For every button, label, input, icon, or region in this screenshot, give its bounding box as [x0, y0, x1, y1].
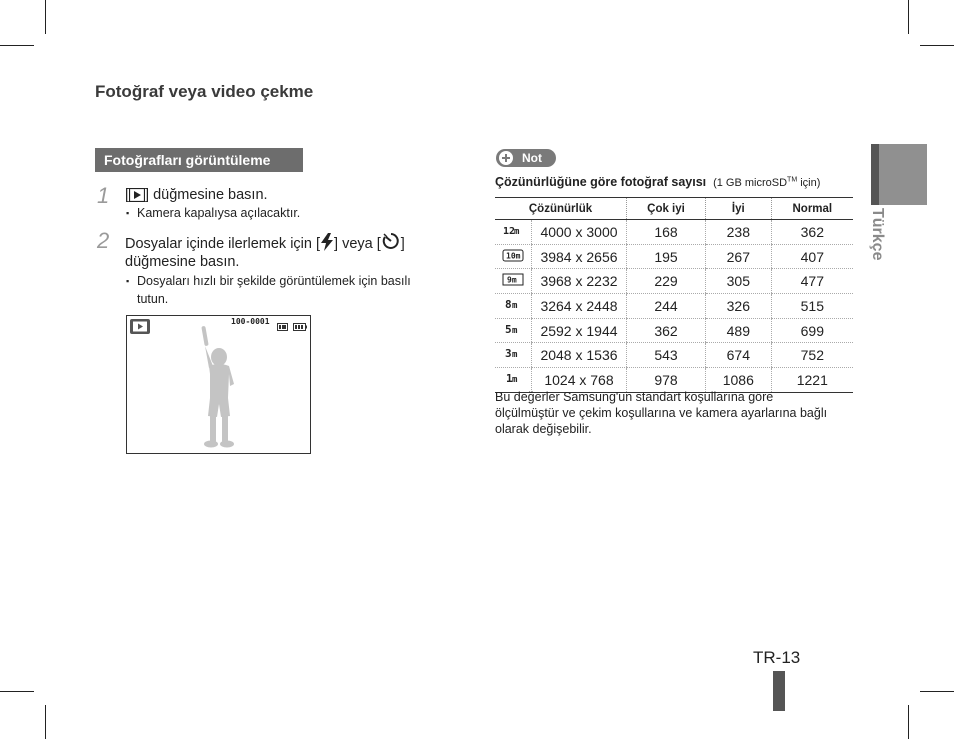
- footnote-line: ölçülmüştür ve çekim koşullarına ve kamera ayarlarına bağlı: [495, 406, 828, 420]
- column-header: Çözünürlük: [495, 198, 627, 220]
- table-row: [495, 343, 853, 368]
- step-text-part: ]: [400, 236, 405, 252]
- page-number: TR-13: [753, 648, 801, 667]
- table-title-main: Çözünürlüğüne göre fotoğraf sayısı: [495, 175, 707, 189]
- count-fine: 674: [706, 343, 772, 368]
- flash-icon: [320, 233, 334, 257]
- camera-lcd-preview: [126, 315, 311, 454]
- trademark-sup: TM: [787, 176, 798, 184]
- crop-mark: [45, 705, 46, 739]
- svg-text:m: m: [512, 374, 518, 385]
- count-fine: 489: [706, 318, 772, 343]
- crop-mark: [0, 691, 34, 692]
- subheader: Fotoğrafları görüntüleme: [95, 148, 303, 172]
- step-number: 1: [97, 183, 110, 208]
- count-super-fine: 244: [627, 294, 706, 319]
- svg-text:m: m: [512, 350, 518, 361]
- plus-icon: [499, 151, 513, 165]
- note-badge: [496, 149, 556, 167]
- crop-mark: [920, 45, 954, 46]
- note-footnote: [495, 389, 860, 437]
- count-normal: 477: [771, 269, 853, 294]
- svg-text:3: 3: [505, 347, 512, 361]
- table-subtitle-post: için): [797, 177, 821, 189]
- language-tab-edge: [871, 144, 879, 205]
- svg-text:9m: 9m: [507, 275, 517, 285]
- resolution-3m-icon: [495, 343, 532, 368]
- svg-text:m: m: [512, 325, 518, 336]
- svg-text:10m: 10m: [506, 251, 521, 261]
- resolution-dimensions: 1024 x 768: [532, 368, 627, 393]
- count-fine: 305: [706, 269, 772, 294]
- step-2-bullet: ▪ Dosyaları hızlı bir şekilde görüntülemek için basılı: [137, 272, 411, 290]
- table-row: [495, 244, 853, 269]
- footnote-line: olarak değişebilir.: [495, 422, 592, 436]
- svg-text:1: 1: [506, 371, 513, 385]
- svg-text:m: m: [512, 300, 518, 311]
- count-fine: 1086: [706, 368, 772, 393]
- step-text-part: ] düğmesine basın.: [145, 187, 268, 203]
- step-2-text-line2: düğmesine basın.: [125, 254, 240, 270]
- count-super-fine: 362: [627, 318, 706, 343]
- count-normal: 407: [771, 244, 853, 269]
- step-2-bullet-cont: tutun.: [137, 292, 169, 306]
- count-normal: 362: [771, 220, 853, 245]
- resolution-8m-icon: [495, 294, 532, 319]
- svg-text:8: 8: [505, 297, 512, 311]
- step-text-part: ] veya [: [334, 236, 381, 252]
- resolution-table: [495, 197, 853, 393]
- count-normal: 752: [771, 343, 853, 368]
- svg-text:5: 5: [505, 322, 512, 336]
- table-subtitle-pre: (1 GB microSD: [713, 177, 788, 189]
- language-tab: [879, 144, 927, 205]
- count-normal: 699: [771, 318, 853, 343]
- battery-icon: [293, 318, 307, 336]
- 12m-icon: [277, 318, 288, 336]
- count-super-fine: 195: [627, 244, 706, 269]
- crop-mark: [45, 0, 46, 34]
- count-super-fine: 229: [627, 269, 706, 294]
- note-badge-label: Not: [522, 151, 542, 165]
- count-normal: 1221: [771, 368, 853, 393]
- crop-mark: [920, 691, 954, 692]
- svg-text:12: 12: [503, 225, 516, 237]
- footnote-line: Bu değerler Samsung'un standart koşullarına göre: [495, 390, 774, 404]
- crop-mark: [908, 705, 909, 739]
- column-header: Çok iyi: [627, 198, 706, 220]
- resolution-12m-icon: [495, 220, 532, 245]
- resolution-dimensions: 4000 x 3000: [532, 220, 627, 245]
- boy-silhouette-image: [189, 324, 247, 452]
- count-super-fine: 978: [627, 368, 706, 393]
- step-text-part: Dosyalar içinde ilerlemek için [: [125, 236, 321, 252]
- crop-mark: [908, 0, 909, 34]
- resolution-dimensions: 2592 x 1944: [532, 318, 627, 343]
- resolution-5m-icon: [495, 318, 532, 343]
- resolution-10m-icon: [495, 244, 532, 269]
- step-text-part: [: [125, 187, 130, 203]
- svg-text:m: m: [514, 226, 520, 237]
- count-fine: 238: [706, 220, 772, 245]
- resolution-dimensions: 2048 x 1536: [532, 343, 627, 368]
- table-row: [495, 318, 853, 343]
- resolution-dimensions: 3984 x 2656: [532, 244, 627, 269]
- table-row: [495, 294, 853, 319]
- crop-mark: [0, 45, 34, 46]
- step-1-bullet: ▪ Kamera kapalıysa açılacaktır.: [137, 204, 300, 222]
- table-subtitle: [713, 177, 820, 189]
- file-number: 100-0001: [231, 317, 270, 326]
- count-fine: 326: [706, 294, 772, 319]
- resolution-dimensions: 3264 x 2448: [532, 294, 627, 319]
- resolution-9m-icon: [495, 269, 532, 294]
- count-super-fine: 543: [627, 343, 706, 368]
- section-title: Fotoğraf veya video çekme: [95, 82, 314, 101]
- column-header: İyi: [706, 198, 772, 220]
- table-row: [495, 220, 853, 245]
- playback-icon: [130, 319, 150, 339]
- count-super-fine: 168: [627, 220, 706, 245]
- table-row: [495, 269, 853, 294]
- count-fine: 267: [706, 244, 772, 269]
- column-header: Normal: [771, 198, 853, 220]
- table-header-row: [495, 198, 853, 220]
- page-marker-bar: [773, 671, 785, 711]
- resolution-dimensions: 3968 x 2232: [532, 269, 627, 294]
- table-title: [495, 175, 820, 189]
- timer-icon: [381, 231, 401, 257]
- language-tab-label: Türkçe: [869, 208, 886, 261]
- step-number: 2: [97, 228, 110, 253]
- count-normal: 515: [771, 294, 853, 319]
